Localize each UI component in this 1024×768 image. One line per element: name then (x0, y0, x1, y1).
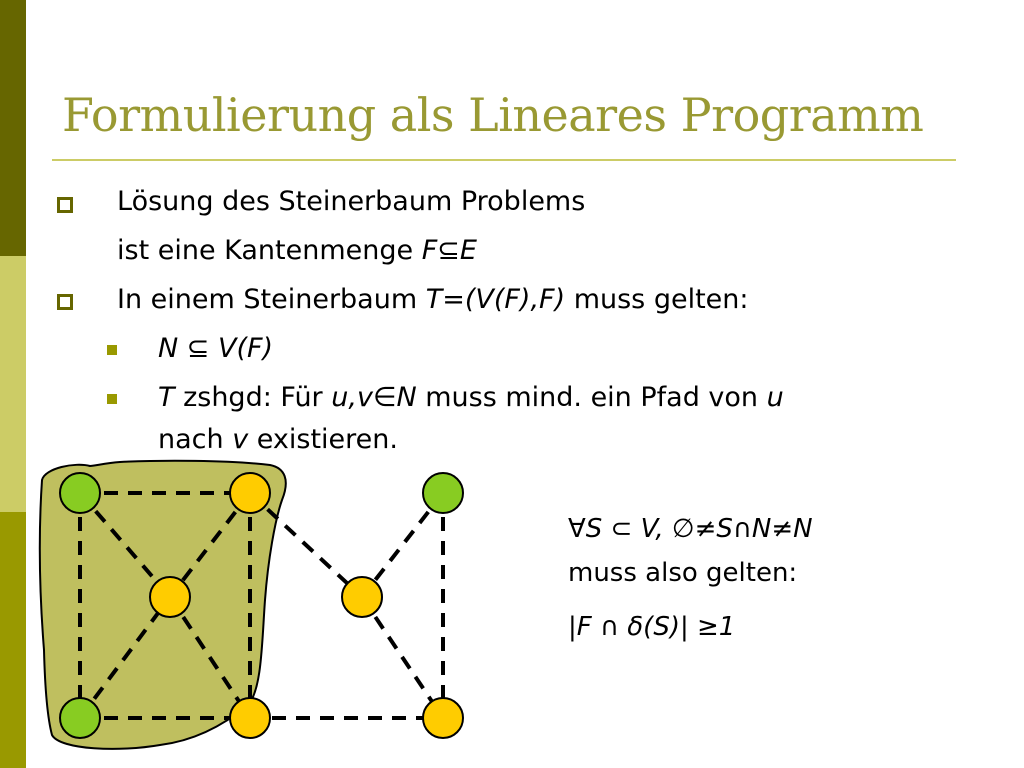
sub-bullet-2-line2-suffix: existieren. (248, 424, 398, 455)
steiner-node (342, 577, 382, 617)
terminal-node (60, 698, 100, 738)
steiner-node (230, 473, 270, 513)
steiner-node (150, 577, 190, 617)
slide-title: Formulierung als Lineares Programm (62, 88, 924, 142)
bullet-2-suffix: muss gelten: (565, 284, 749, 315)
bullet-1-line-1: Lösung des Steinerbaum Problems (117, 186, 586, 217)
bullet-1-math: F⊆E (421, 235, 477, 266)
bullet-2-math: T=(V(F),F) (425, 284, 566, 315)
bullet-2-prefix: In einem Steinerbaum (117, 284, 426, 315)
condition-line-1: ∀S ⊂ V, ∅≠S∩N≠N (568, 514, 813, 544)
steiner-node (423, 698, 463, 738)
condition-line-2: muss also gelten: (568, 558, 798, 588)
terminal-node (423, 473, 463, 513)
sub-bullet-2-text2: muss mind. ein Pfad von (416, 382, 767, 413)
sub-bullet-2-line2-v: v (232, 424, 249, 455)
sub-bullet-2-text1: zshgd: Für (174, 382, 332, 413)
sub-bullet-2-line2-prefix: nach (158, 424, 233, 455)
sub-bullet-2-math1: u,v∈N (331, 382, 417, 413)
bullet-1-text: ist eine Kantenmenge (117, 235, 422, 266)
steiner-node (230, 698, 270, 738)
sub-bullet-2-math2: u (766, 382, 784, 413)
sub-bullet-1: N ⊆ V(F) (158, 333, 274, 364)
terminal-node (60, 473, 100, 513)
condition-line-3: |F ∩ δ(S)| ≥1 (568, 612, 736, 642)
sub-bullet-2-T: T (158, 382, 175, 413)
edge (362, 597, 443, 718)
